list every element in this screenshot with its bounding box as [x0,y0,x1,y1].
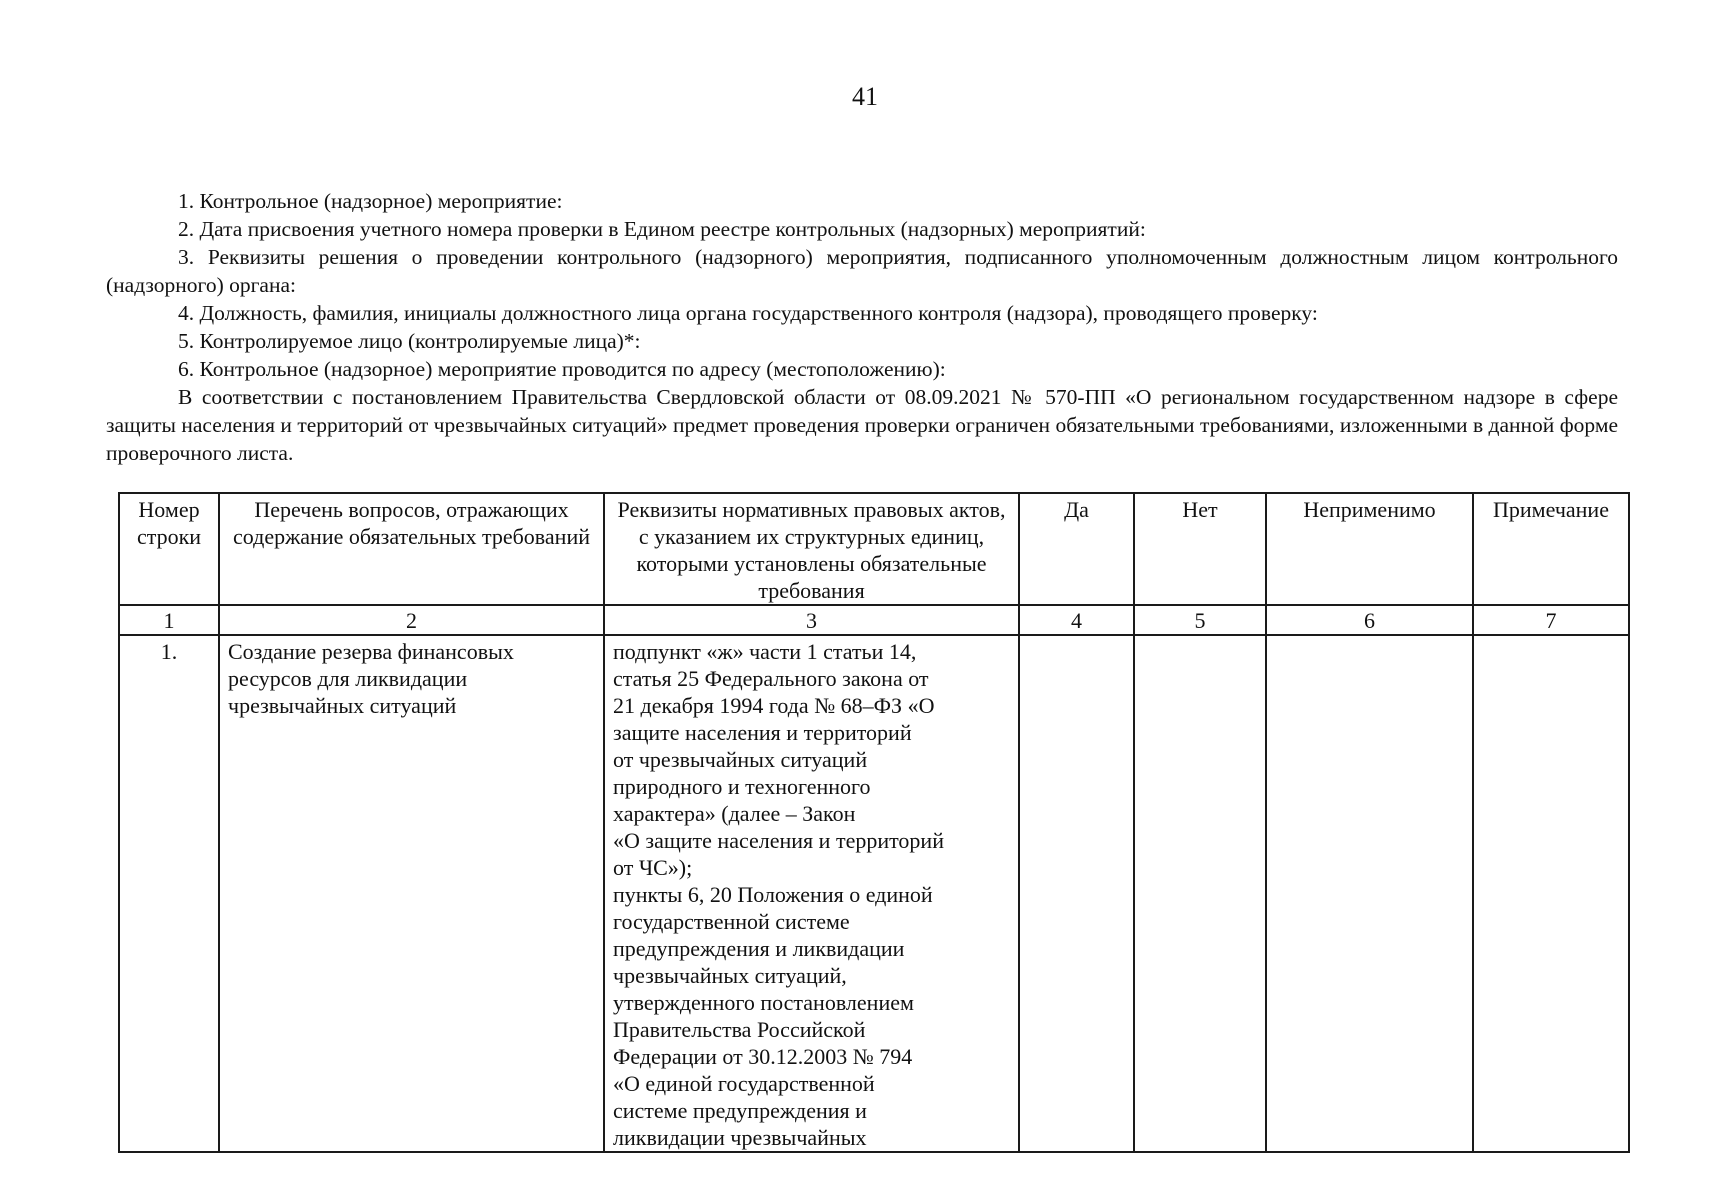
column-number: 1 [119,605,219,635]
cell-not-applicable[interactable] [1266,635,1473,1152]
header-requisites: Реквизиты нормативных правовых актов, с указанием их структурных единиц, которыми установлены обязательные требования [604,493,1019,605]
row-number: 1. [119,635,219,1152]
intro-item-1: 1. Контрольное (надзорное) мероприятие: [178,189,563,213]
intro-item-2: 2. Дата присвоения учетного номера проверки в Едином реестре контрольных (надзорных) мероприятий: [178,217,1146,241]
cell-no[interactable] [1134,635,1266,1152]
intro-legal-basis: В соответствии с постановлением Правительства Свердловской области от 08.09.2021 № 570-ПП «О региональном государственном надзоре в сфере защиты населения и территорий от чрезвычайных ситуаций» предмет проведения проверки ограничен обязательными требованиями, изложенными в данной форме проверочного листа. [106,385,1618,465]
table-header-row [119,493,1629,605]
requisites-line: утвержденного постановлением [613,990,914,1015]
requisites-line: статья 25 Федерального закона от [613,666,929,691]
column-number: 7 [1473,605,1629,635]
header-yes: Да [1019,493,1134,605]
header-not-applicable: Неприменимо [1266,493,1473,605]
page-number: 41 [852,82,878,111]
column-number: 6 [1266,605,1473,635]
intro-item-4: 4. Должность, фамилия, инициалы должностного лица органа государственного контроля (надзора), проводящего проверку: [178,301,1318,325]
column-number: 2 [219,605,604,635]
column-number-row [119,605,1629,635]
requisites-line: Федерации от 30.12.2003 № 794 [613,1044,913,1069]
column-number: 3 [604,605,1019,635]
requisites-line: государственной системе [613,909,850,934]
requisites-line: ликвидации чрезвычайных [613,1125,867,1150]
row-requisites [604,635,1019,1152]
requisites-line: природного и техногенного [613,774,871,799]
requisites-line: от чрезвычайных ситуаций [613,747,868,772]
requisites-line: от ЧС»); [613,855,693,880]
requisites-line: системе предупреждения и [613,1098,867,1123]
intro-block [106,187,1618,467]
requisites-line: «О защите населения и территорий [613,828,944,853]
header-questions: Перечень вопросов, отражающих содержание обязательных требований [219,493,604,605]
intro-item-5: 5. Контролируемое лицо (контролируемые лица)*: [178,329,641,353]
header-no: Нет [1134,493,1266,605]
requisites-line: подпункт «ж» части 1 статьи 14, [613,639,917,664]
cell-yes[interactable] [1019,635,1134,1152]
table-row [119,635,1629,1152]
requisites-line: защите населения и территорий [613,720,912,745]
cell-note[interactable] [1473,635,1629,1152]
checklist-table [118,492,1630,1153]
intro-item-6: 6. Контрольное (надзорное) мероприятие проводится по адресу (местоположению): [178,357,946,381]
requisites-line: Правительства Российской [613,1017,866,1042]
requisites-line: характера» (далее – Закон [613,801,856,826]
row-question: Создание резерва финансовых ресурсов для ликвидации чрезвычайных ситуаций [219,635,604,1152]
header-note: Примечание [1473,493,1629,605]
header-row-number: Номер строки [119,493,219,605]
requisites-line: предупреждения и ликвидации [613,936,905,961]
requisites-line: 21 декабря 1994 года № 68–ФЗ «О [613,693,935,718]
requisites-line: «О единой государственной [613,1071,875,1096]
requisites-line: пункты 6, 20 Положения о единой [613,882,933,907]
requisites-line: чрезвычайных ситуаций, [613,963,847,988]
column-number: 5 [1134,605,1266,635]
intro-item-3: 3. Реквизиты решения о проведении контрольного (надзорного) мероприятия, подписанного уполномоченным должностным лицом контрольного (надзорного) органа: [106,245,1618,297]
column-number: 4 [1019,605,1134,635]
